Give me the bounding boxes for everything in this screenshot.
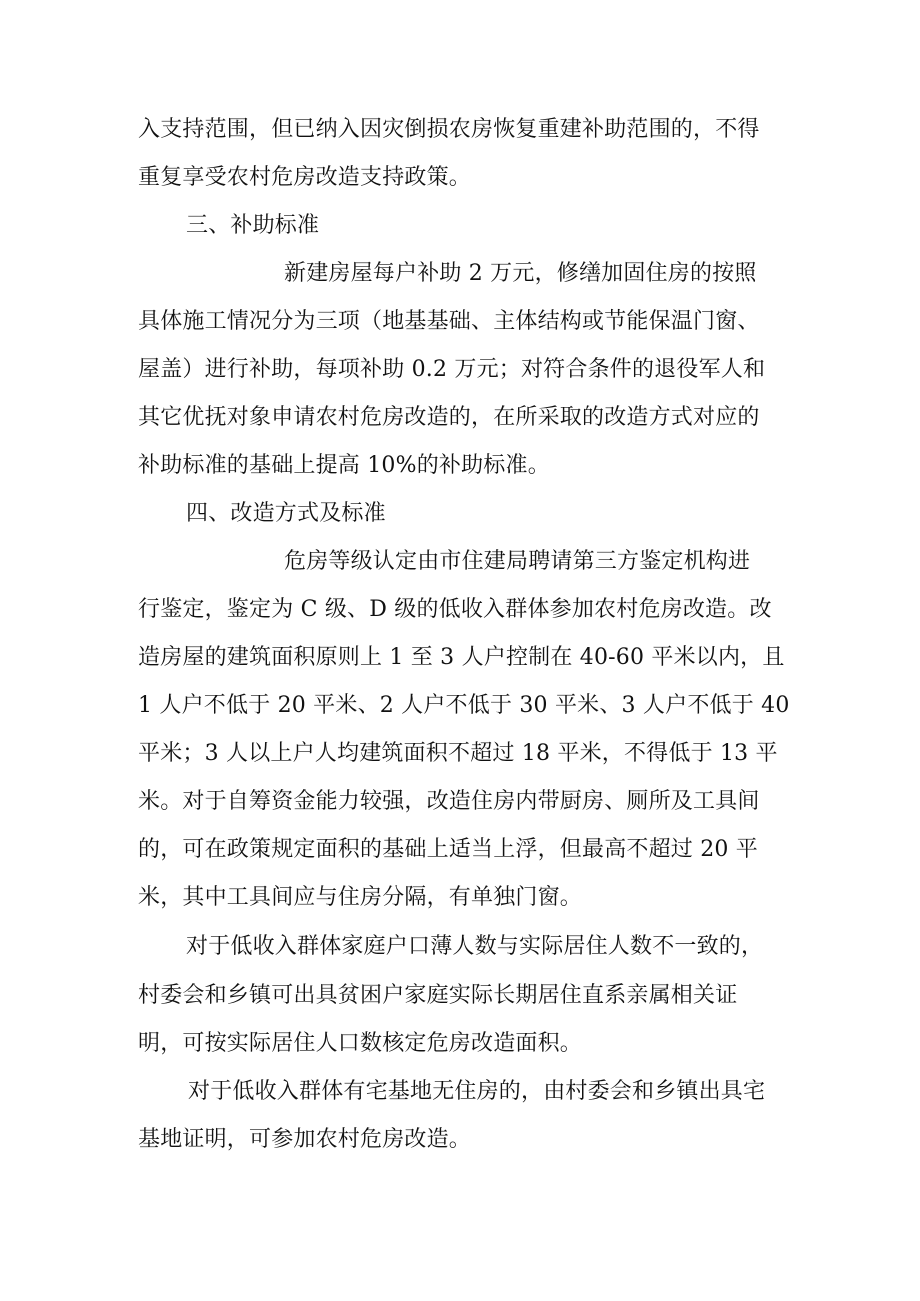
text-line: 造房屋的建筑面积原则上 1 至 3 人户控制在 40-60 平米以内，且	[138, 645, 785, 670]
text-line: 危房等级认定由市住建局聘请第三方鉴定机构进	[284, 549, 751, 574]
text-line: 平米；3 人以上户人均建筑面积不超过 18 平米，不得低于 13 平	[138, 741, 778, 766]
text-line: 对于低收入群体有宅基地无住房的，由村委会和乡镇出具宅	[188, 1079, 766, 1104]
section-heading: 四、改造方式及标准	[186, 501, 386, 526]
text-line: 屋盖）进行补助，每项补助 0.2 万元；对符合条件的退役军人和	[138, 357, 766, 382]
text-line: 对于低收入群体家庭户口薄人数与实际居住人数不一致的，	[186, 934, 764, 959]
text-line: 基地证明，可参加农村危房改造。	[138, 1127, 472, 1152]
text-line: 补助标准的基础上提高 10%的补助标准。	[138, 453, 550, 478]
section-heading: 三、补助标准	[186, 213, 320, 238]
text-line: 行鉴定，鉴定为 C 级、D 级的低收入群体参加农村危房改造。改	[138, 597, 772, 622]
text-line: 明，可按实际居住人口数核定危房改造面积。	[138, 1031, 583, 1056]
text-line: 新建房屋每户补助 2 万元，修缮加固住房的按照	[284, 261, 757, 286]
text-line: 村委会和乡镇可出具贫困户家庭实际长期居住直系亲属相关证	[138, 983, 738, 1008]
text-line: 1 人户不低于 20 平米、2 人户不低于 30 平米、3 人户不低于 40	[138, 693, 790, 718]
text-line: 米。对于自筹资金能力较强，改造住房内带厨房、厕所及工具间	[138, 789, 760, 814]
text-line: 入支持范围，但已纳入因灾倒损农房恢复重建补助范围的，不得	[138, 117, 760, 142]
text-line: 米，其中工具间应与住房分隔，有单独门窗。	[138, 885, 583, 910]
text-line: 的，可在政策规定面积的基础上适当上浮，但最高不超过 20 平	[138, 837, 758, 862]
text-line: 重复享受农村危房改造支持政策。	[138, 165, 472, 190]
text-line: 其它优抚对象申请农村危房改造的，在所采取的改造方式对应的	[138, 405, 760, 430]
text-line: 具体施工情况分为三项（地基基础、主体结构或节能保温门窗、	[138, 309, 760, 334]
